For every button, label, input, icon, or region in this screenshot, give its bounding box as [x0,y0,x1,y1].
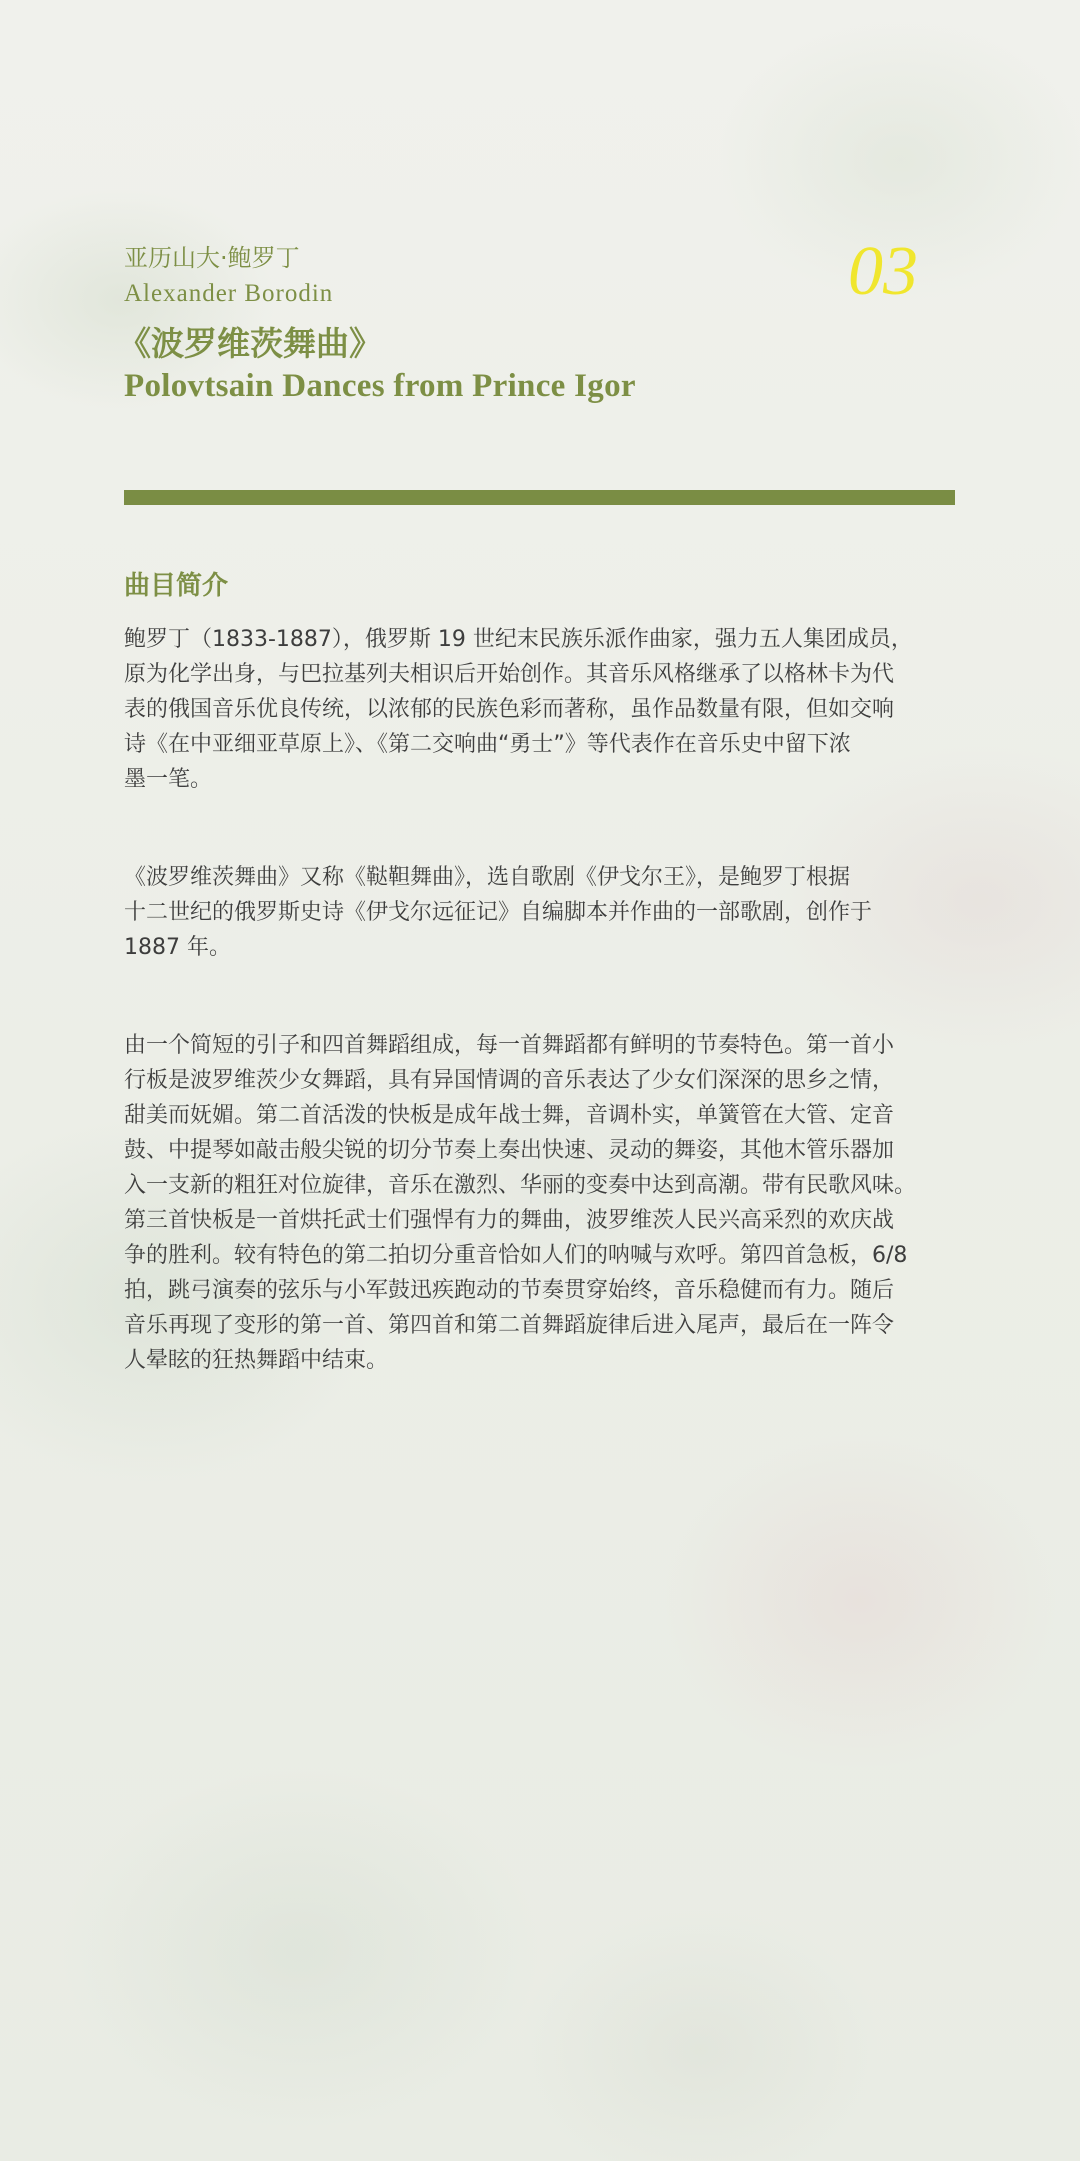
paragraph-line: 原为化学出身，与巴拉基列夫相识后开始创作。其音乐风格继承了以格林卡为代 [124,662,895,687]
paragraph-line: 诗《在中亚细亚草原上》、《第二交响曲“勇士”》等代表作在音乐史中留下浓 [124,732,851,757]
paragraph-line: 争的胜利。较有特色的第二拍切分重音恰如人们的呐喊与欢呼。第四首急板，6/8 [124,1243,908,1268]
paragraph-line: 1887 年。 [124,935,231,960]
piece-title-en: Polovtsain Dances from Prince Igor [124,368,636,404]
paragraph-line: 墨一笔。 [124,767,213,792]
paragraph-line: 《波罗维茨舞曲》又称《鞑靼舞曲》，选自歌剧《伊戈尔王》，是鲍罗丁根据 [124,865,851,890]
paragraph-line: 行板是波罗维茨少女舞蹈，具有异国情调的音乐表达了少女们深深的思乡之情， [124,1068,895,1093]
section-heading: 曲目简介 [124,571,229,601]
paragraph-line: 由一个简短的引子和四首舞蹈组成，每一首舞蹈都有鲜明的节奏特色。第一首小 [124,1033,895,1058]
section-divider [124,490,955,505]
paragraph-line: 甜美而妩媚。第二首活泼的快板是成年战士舞，音调朴实，单簧管在大管、定音 [124,1103,895,1128]
paragraph-line: 十二世纪的俄罗斯史诗《伊戈尔远征记》自编脚本并作曲的一部歌剧，创作于 [124,900,873,925]
paragraph-line: 鼓、中提琴如敲击般尖锐的切分节奏上奏出快速、灵动的舞姿，其他木管乐器加 [124,1138,895,1163]
paragraph-work-structure [124,1028,956,1378]
paragraph-composer-bio [124,622,956,797]
paragraph-line: 音乐再现了变形的第一首、第四首和第二首舞蹈旋律后进入尾声，最后在一阵令 [124,1313,895,1338]
piece-title-cn: 《波罗维茨舞曲》 [118,324,382,363]
paragraph-line: 人晕眩的狂热舞蹈中结束。 [124,1348,389,1373]
paragraph-work-origin [124,860,956,965]
paragraph-line: 第三首快板是一首烘托武士们强悍有力的舞曲，波罗维茨人民兴高采烈的欢庆战 [124,1208,895,1233]
piece-number: 03 [848,233,918,310]
composer-name-en: Alexander Borodin [124,280,334,307]
paragraph-line: 表的俄国音乐优良传统，以浓郁的民族色彩而著称，虽作品数量有限，但如交响 [124,697,895,722]
paragraph-line: 拍，跳弓演奏的弦乐与小军鼓迅疾跑动的节奏贯穿始终，音乐稳健而有力。随后 [124,1278,895,1303]
composer-name-cn: 亚历山大·鲍罗丁 [124,244,300,272]
paragraph-line: 鲍罗丁（1833-1887），俄罗斯 19 世纪末民族乐派作曲家，强力五人集团成员， [124,627,913,652]
paragraph-line: 入一支新的粗狂对位旋律，音乐在激烈、华丽的变奏中达到高潮。带有民歌风味。 [124,1173,917,1198]
